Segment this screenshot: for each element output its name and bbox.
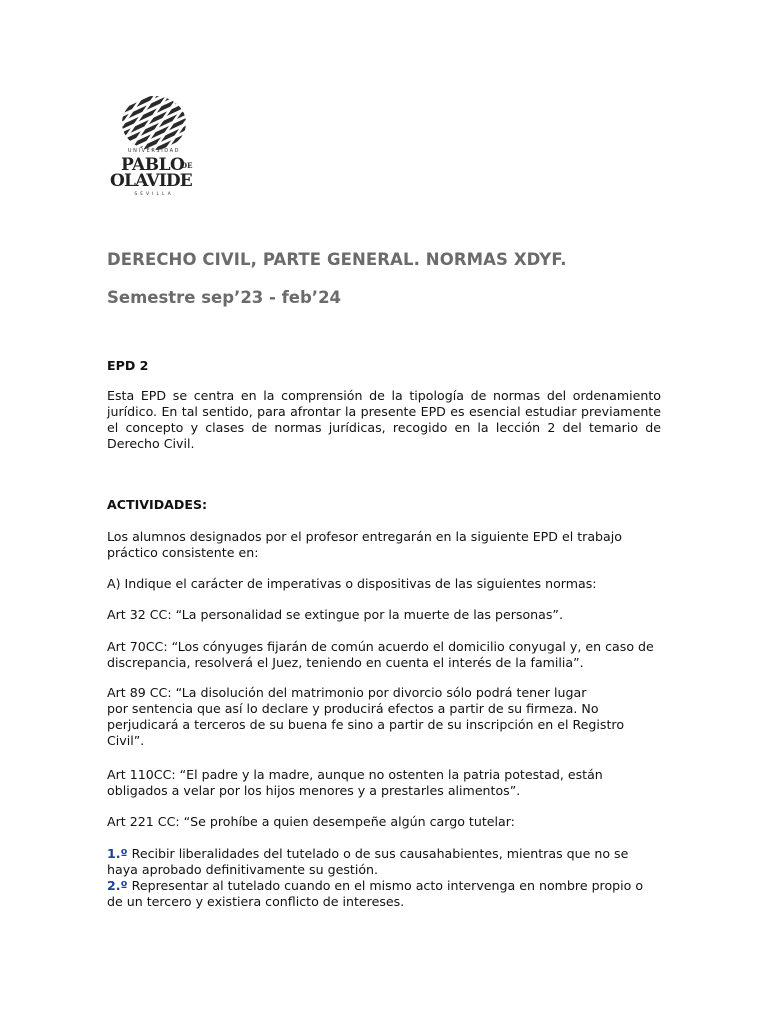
course-title: DERECHO CIVIL, PARTE GENERAL. NORMAS XDYF. (107, 250, 567, 269)
text-line: por sentencia que así lo declare y producirá efectos a partir de su firmeza. No (107, 701, 599, 716)
activities-intro (107, 529, 661, 561)
text-line: haya aprobado definitivamente su gestión. (107, 862, 379, 877)
activities-heading: ACTIVIDADES: (107, 497, 208, 512)
logo-name-line2: OLAVIDE (110, 171, 192, 191)
text-line: Los alumnos designados por el profesor entregarán en la siguiente EPD el trabajo (107, 529, 622, 544)
logo-name-de: DE (181, 161, 193, 170)
list-item-2-line (107, 878, 661, 894)
logo-top-text: UNIVERSIDAD (127, 148, 181, 154)
list-item-1-line (107, 846, 661, 862)
text-line: Art 110CC: “El padre y la madre, aunque no ostenten la patria potestad, están (107, 767, 603, 782)
university-logo (108, 94, 198, 198)
text-line: práctico consistente en: (107, 545, 259, 560)
text-line: Representar al tutelado cuando en el mismo acto intervenga en nombre propio o (127, 878, 644, 893)
article-110 (107, 767, 661, 799)
article-221: Art 221 CC: “Se prohíbe a quien desempeñe algún cargo tutelar: (107, 814, 515, 829)
text-line: Recibir liberalidades del tutelado o de sus causahabientes, mientras que no se (127, 846, 629, 861)
article-32: Art 32 CC: “La personalidad se extingue por la muerte de las personas”. (107, 607, 563, 622)
article-89 (107, 685, 661, 749)
logo-name-line1: PABLO (121, 155, 185, 175)
logo-city: SEVILLA (134, 192, 174, 197)
article-70 (107, 639, 661, 671)
text-line: discrepancia, resolverá el Juez, teniendo en cuenta el interés de la familia”. (107, 655, 584, 670)
semester-subtitle: Semestre sep’23 - feb’24 (107, 288, 342, 307)
epd-heading: EPD 2 (107, 358, 149, 373)
list-item-2-number: 2.º (107, 878, 128, 893)
epd-intro-paragraph: Esta EPD se centra en la comprensión de la tipología de normas del ordenamiento jurídico. En tal sentido, para afrontar la presente EPD es esencial estudiar previamente el concepto y clases de normas jurídicas, recogido en la lección 2 del temario de Derecho Civil. (107, 388, 661, 451)
article-221-items (107, 846, 661, 910)
globe-logo-icon (108, 94, 198, 198)
text-line: Art 70CC: “Los cónyuges fijarán de común acuerdo el domicilio conyugal y, en caso de (107, 639, 654, 654)
text-line: Civil”. (107, 733, 145, 748)
text-line: perjudicará a terceros de su buena fe sino a partir de su inscripción en el Registro (107, 717, 625, 732)
task-a: A) Indique el carácter de imperativas o dispositivas de las siguientes normas: (107, 576, 597, 591)
text-line: de un tercero y existiera conflicto de intereses. (107, 894, 405, 909)
text-line: obligados a velar por los hijos menores y a prestarles alimentos”. (107, 783, 521, 798)
list-item-1-number: 1.º (107, 846, 128, 861)
text-line: Art 89 CC: “La disolución del matrimonio por divorcio sólo podrá tener lugar (107, 685, 587, 700)
